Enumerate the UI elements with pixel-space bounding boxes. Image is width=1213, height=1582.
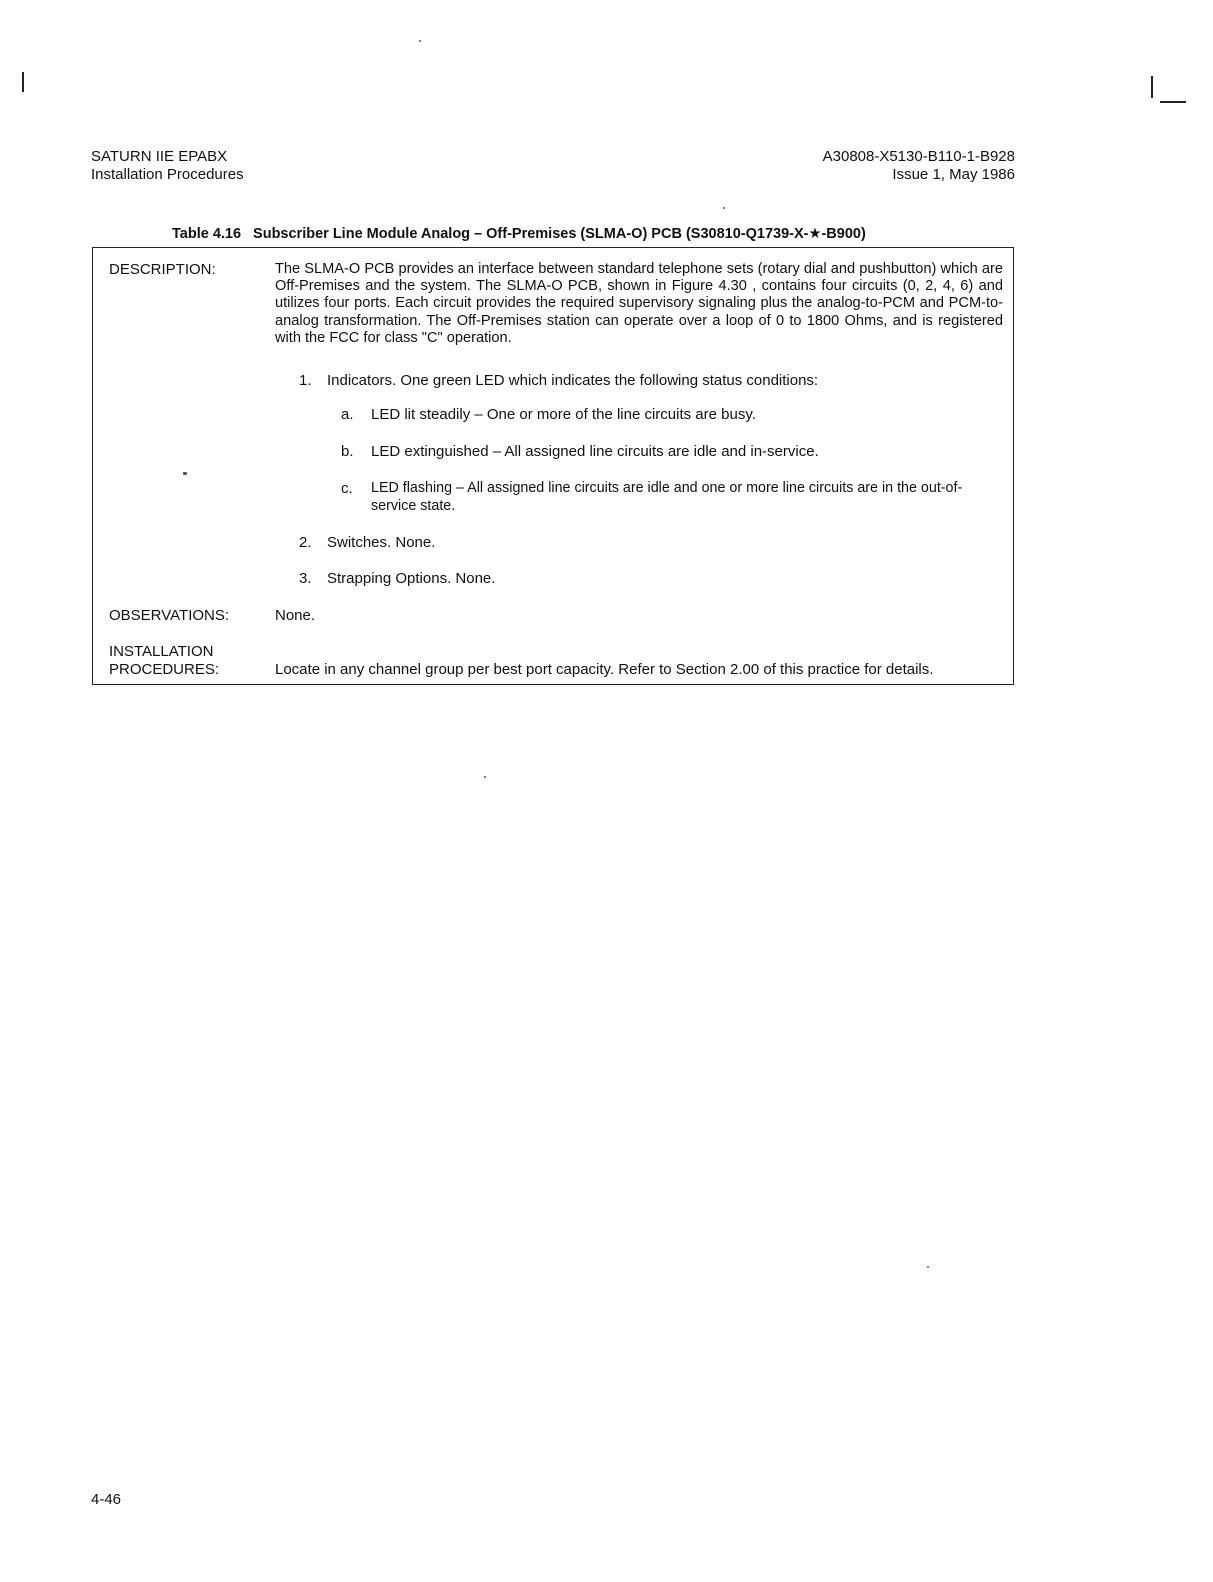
installation-label-line: INSTALLATION <box>109 643 214 660</box>
installation-label-line: PROCEDURES: <box>109 661 220 678</box>
installation-text: Locate in any channel group per best port capacity. Refer to Section 2.00 of this practice for details. <box>275 661 934 678</box>
list-item <box>299 534 999 552</box>
document-section: Installation Procedures <box>91 166 244 183</box>
table-caption <box>172 226 866 242</box>
list-text: LED lit steadily – One or more of the line circuits are busy. <box>371 406 756 423</box>
list-item <box>299 570 999 588</box>
document-header-left <box>91 148 244 184</box>
list-marker: 3. <box>299 570 312 587</box>
list-marker: 1. <box>299 372 312 389</box>
scan-mark-right <box>1151 76 1153 98</box>
list-item <box>341 406 1001 424</box>
observations-text: None. <box>275 607 316 624</box>
table-number: Table 4.16 <box>172 226 242 242</box>
list-marker: b. <box>341 443 354 460</box>
scan-speck <box>927 1266 929 1268</box>
page-number: 4-46 <box>91 1491 122 1508</box>
list-text: Strapping Options. None. <box>327 570 496 587</box>
list-text: Indicators. One green LED which indicates the following status conditions: <box>327 372 819 389</box>
document-header-right <box>823 148 1015 184</box>
pcb-spec-table <box>92 247 1014 685</box>
list-item <box>299 372 999 390</box>
list-item <box>341 443 1001 461</box>
list-text: Switches. None. <box>327 534 436 551</box>
installation-label <box>109 643 219 679</box>
list-text: LED extinguished – All assigned line circuits are idle and in-service. <box>371 443 819 460</box>
product-name: SATURN IIE EPABX <box>91 148 228 165</box>
scan-speck <box>419 40 421 42</box>
description-label: DESCRIPTION: <box>109 261 216 278</box>
scan-mark-right-dash <box>1160 101 1186 103</box>
list-marker: 2. <box>299 534 312 551</box>
observations-label: OBSERVATIONS: <box>109 607 230 624</box>
document-id: A30808-X5130-B110-1-B928 <box>822 148 1015 165</box>
list-text: LED flashing – All assigned line circuits are idle and one or more line circuits are in the out-of-service state. <box>371 480 963 514</box>
table-title: Subscriber Line Module Analog – Off-Premises (SLMA-O) PCB (S30810-Q1739-X-★-B900) <box>253 226 866 242</box>
scan-mark-left <box>22 72 24 92</box>
document-issue: Issue 1, May 1986 <box>892 166 1015 183</box>
scan-speck <box>723 207 725 209</box>
list-marker: a. <box>341 406 354 423</box>
description-text: The SLMA-O PCB provides an interface between standard telephone sets (rotary dial and pushbutton) which are Off-Premises and the system. The SLMA-O PCB, shown in Figure 4.30 , contains four circuits (0, 2, 4, 6) and utilizes four ports. Each circuit provides the required supervisory signaling plus the analog-to-PCM and PCM-to-analog transformation. The Off-Premises station can operate over a loop of 0 to 1800 Ohms, and is registered with the FCC for class "C" operation. <box>275 261 1003 346</box>
scan-speck <box>484 776 486 778</box>
list-item <box>341 480 1001 515</box>
list-marker: c. <box>341 480 353 497</box>
